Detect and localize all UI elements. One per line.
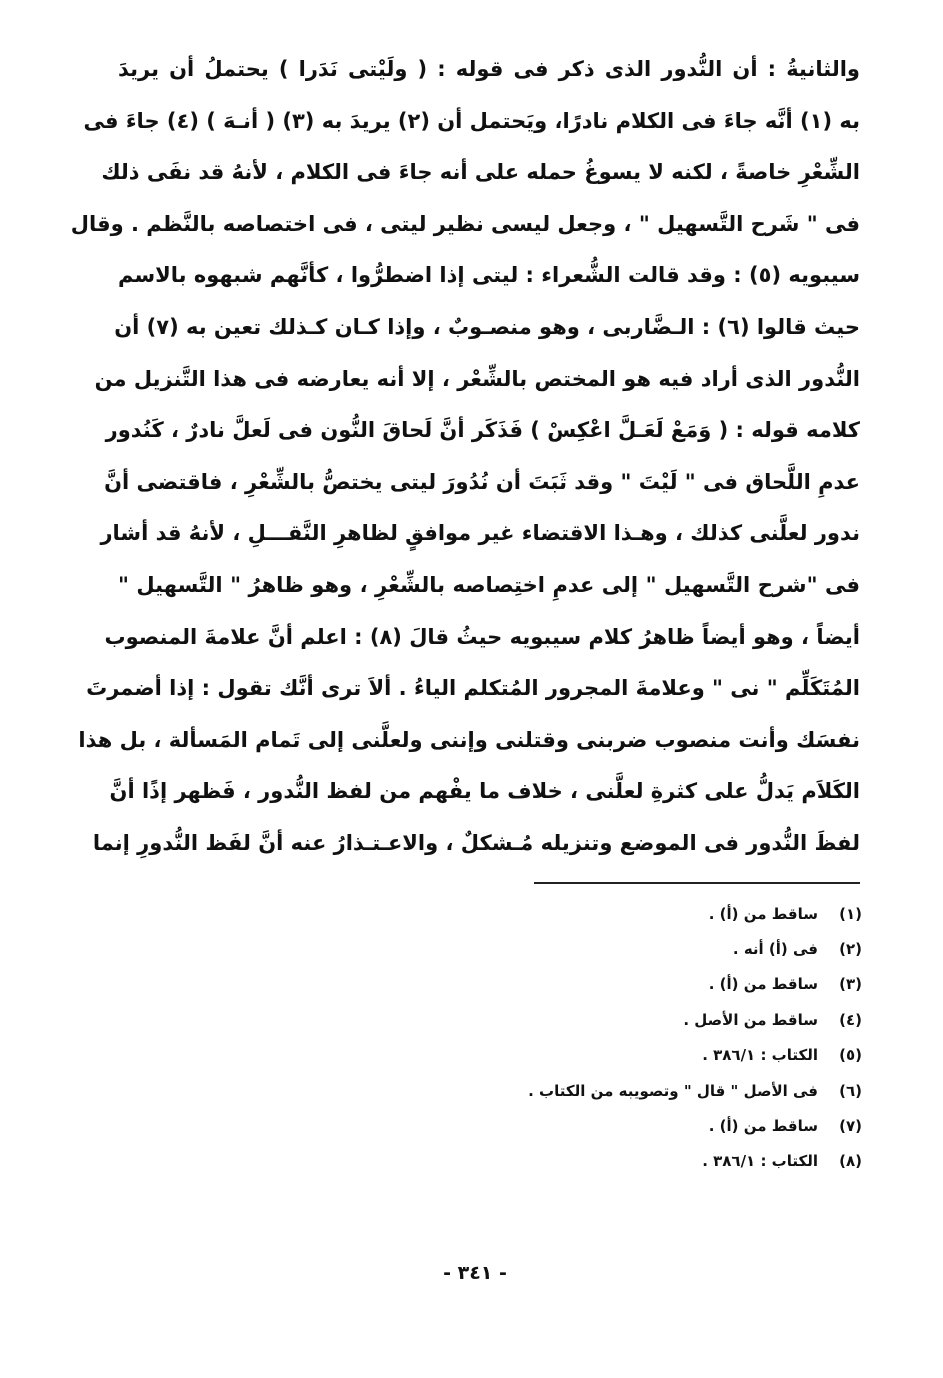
text-line: سيبويه (٥) : وقد قالت الشُّعراء : ليتى إذا اضطرُّوا ، كأنَّهم شبهوه بالاسم bbox=[118, 263, 861, 288]
footnote-text: ساقط من (أ) . bbox=[708, 904, 818, 923]
footnote-number: (٥) bbox=[839, 1046, 862, 1065]
text-line: به (١) أنَّه جاءَ فى الكلام نادرًا، ويَحتمل أن (٢) يريدَ به (٣) ( أنـهَ ) (٤) جاءَ فى bbox=[83, 108, 860, 133]
text-line: أيضاً ، وهو أيضاً ظاهرُ كلام سيبويه حيثُ قالَ (٨) : اعلم أنَّ علامةَ المنصوب bbox=[104, 624, 860, 649]
footnote-number: (١) bbox=[839, 904, 862, 923]
footnote bbox=[380, 967, 862, 1002]
footnote-text: ساقط من (أ) . bbox=[708, 975, 818, 994]
footnote-number: (٧) bbox=[839, 1117, 862, 1136]
footnote-number: (٦) bbox=[839, 1081, 862, 1100]
text-line: المُتَكَلِّم " نى " وعلامةَ المجرور المُتكلم الياءُ . ألاَ ترى أنَّك تقول : إذا أضمرتَ bbox=[86, 676, 860, 701]
footnote-text: فى (أ) أنه . bbox=[732, 940, 818, 959]
text-line: والثانيةُ : أن النُّدور الذى ذكر فى قوله : ( ولَيْتى نَدَرا ) يحتملُ أن يريدَ bbox=[118, 57, 860, 81]
footnote bbox=[380, 931, 862, 966]
text-line: الشِّعْرِ خاصةً ، لكنه لا يسوغُ حمله على أنه جاءَ فى الكلام ، لأنهُ قد نفَى ذلك bbox=[101, 160, 860, 185]
footnote-number: (٣) bbox=[839, 975, 862, 994]
footnote-number: (٨) bbox=[839, 1152, 862, 1171]
footnote-separator bbox=[534, 882, 860, 884]
footnote-text: الكتاب : ٣٨٦/١ . bbox=[702, 1152, 818, 1171]
footnote bbox=[380, 896, 862, 931]
text-line: فى " شَرح التَّسهيل " ، وجعل ليسى نظير ليتى ، فى اختصاصه بالنَّظم . وقال bbox=[70, 211, 860, 236]
text-line: النُّدور الذى أراد فيه هو المختص بالشِّعْر ، إلا أنه يعارضه فى هذا التَّنزيل من bbox=[94, 366, 860, 391]
text-line: كلامه قوله : ( وَمَعْ لَعَـلَّ اعْكِسْ ) فَذَكَر أنَّ لَحاقَ النُّون فى لَعلَّ نادرٌ ، كَنُدور bbox=[105, 418, 860, 443]
footnote bbox=[380, 1038, 862, 1073]
page-number: - ٣٤١ - bbox=[443, 1262, 507, 1284]
text-line: حيث قالوا (٦) : الـضَّاربى ، وهو منصـوبٌ ، وإذا كـان كـذلك تعين به (٧) أن bbox=[114, 314, 860, 339]
footnote bbox=[380, 1144, 862, 1179]
footnote-text: فى الأصل " قال " وتصويبه من الكتاب . bbox=[528, 1081, 818, 1100]
text-line: ندور لعلَّنى كذلك ، وهـذا الاقتضاء غير موافقٍ لظاهرِ النَّقـــلِ ، لأنهُ قد أشار bbox=[100, 521, 860, 546]
text-line: عدمِ اللَّحاق فى " لَيْتَ " وقد ثَبَتَ أن نُدُورَ ليتى يختصُّ بالشِّعْرِ ، فاقتضى أنَّ bbox=[104, 469, 860, 494]
main-text bbox=[70, 44, 861, 870]
text-line: فى "شرح التَّسهيل " إلى عدمِ اختِصاصه بالشِّعْرِ ، وهو ظاهرُ " التَّسهيل " bbox=[118, 572, 860, 597]
footnote-text: ساقط من (أ) . bbox=[708, 1117, 818, 1136]
footnote-text: ساقط من الأصل . bbox=[683, 1010, 818, 1029]
text-line: الكَلاَم يَدلُّ على كثرةِ لعلَّنى ، خلاف ما يفْهم من لفظ النُّدور ، فَظهر إذًا أنَّ bbox=[109, 779, 860, 804]
footnote-number: (٢) bbox=[839, 940, 862, 959]
footnote bbox=[380, 1108, 862, 1143]
footnote bbox=[380, 1002, 862, 1037]
footnote bbox=[380, 1073, 862, 1108]
text-line: لفظَ النُّدور فى الموضع وتنزيله مُـشكلٌ ، والاعـتـذارُ عنه أنَّ لفَظ النُّدورِ إنما bbox=[92, 830, 860, 855]
footnote-text: الكتاب : ٣٨٦/١ . bbox=[702, 1046, 818, 1065]
text-line: نفسَك وأنت منصوب ضربنى وقتلنى وإننى ولعلَّنى إلى تَمام المَسألة ، بل هذا bbox=[78, 727, 860, 752]
footnotes bbox=[380, 896, 862, 1179]
footnote-number: (٤) bbox=[839, 1010, 862, 1029]
